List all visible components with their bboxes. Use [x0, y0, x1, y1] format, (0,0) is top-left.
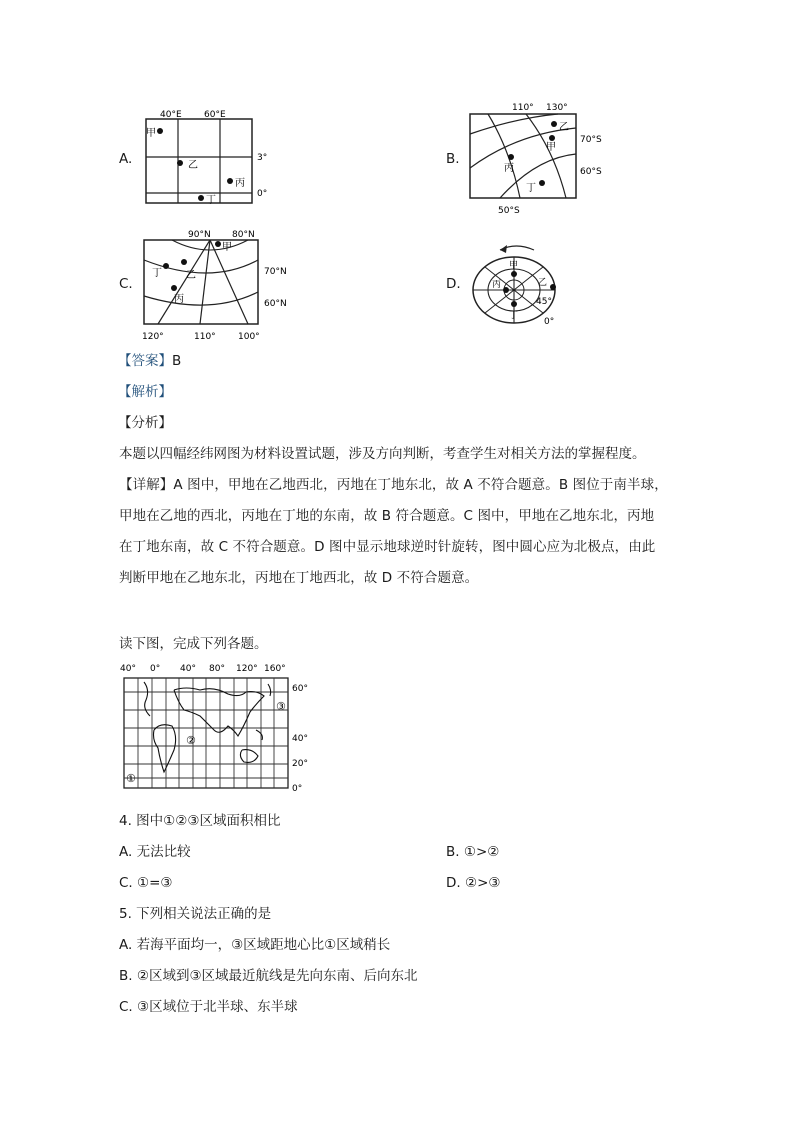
option-b-letter: B. — [446, 151, 460, 167]
map-top-label-6: 160° — [264, 664, 286, 674]
q5-option-a[interactable]: A. 若海平面均一，③区域距地心比①区域稍长 — [119, 937, 391, 953]
a-label-ding: 丁 — [206, 195, 216, 206]
c-right-label-2: 60°N — [264, 299, 287, 309]
q5-option-b[interactable]: B. ②区域到③区域最近航线是先向东南、后向东北 — [119, 968, 418, 984]
a-point-jia — [157, 128, 163, 134]
map-right-label-1: 60° — [292, 684, 308, 694]
b-label-jia: 甲 — [546, 142, 556, 153]
map-region-3: ③ — [276, 700, 286, 713]
c-top-label-1: 90°N — [188, 230, 211, 240]
map-right-label-4: 0° — [292, 784, 303, 794]
detail-line-2: 甲地在乙地的西北，丙地在丁地的东南，故 B 符合题意。C 图中，甲地在乙地东北，丙地 — [119, 508, 655, 524]
c-point-ding — [163, 263, 169, 269]
q4-option-c[interactable]: C. ①=③ — [119, 875, 173, 891]
c-label-ding: 丁 — [152, 268, 162, 279]
map-top-label-4: 80° — [209, 664, 225, 674]
a-label-bing: 丙 — [235, 178, 245, 189]
d-label-yi: 乙 — [538, 278, 548, 288]
option-a-figure — [138, 105, 278, 217]
intro-text: 读下图，完成下列各题。 — [119, 636, 268, 652]
c-bottom-label-2: 110° — [194, 332, 216, 342]
q4-stem: 4. 图中①②③区域面积相比 — [119, 813, 281, 829]
option-b-figure — [466, 100, 616, 220]
option-c-letter: C. — [119, 276, 133, 292]
map-top-label-2: 0° — [150, 664, 161, 674]
a-right-label-1: 3° — [257, 153, 268, 163]
option-d-figure — [464, 240, 584, 340]
option-c-figure — [138, 226, 298, 344]
c-bottom-label-1: 120° — [142, 332, 164, 342]
map-top-label-5: 120° — [236, 664, 258, 674]
a-point-ding — [198, 195, 204, 201]
map-right-label-3: 20° — [292, 759, 308, 769]
detail-block — [119, 470, 679, 594]
b-point-bing — [508, 154, 514, 160]
a-point-bing — [227, 178, 233, 184]
map-top-label-1: 40° — [120, 664, 136, 674]
a-label-jia: 甲 — [146, 128, 156, 139]
a-point-yi — [177, 160, 183, 166]
answer-label: 【答案】 — [118, 353, 172, 369]
c-label-jia: 甲 — [222, 242, 232, 253]
fenxi-header: 【分析】 — [118, 415, 172, 431]
a-top-label-2: 60°E — [204, 110, 226, 120]
b-bottom-label: 50°S — [498, 206, 520, 216]
answer-value: B — [172, 353, 182, 369]
a-label-yi: 乙 — [188, 160, 198, 171]
b-point-ding — [539, 180, 545, 186]
detail-line-1: A 图中，甲地在乙地西北，丙地在丁地东北，故 A 不符合题意。B 图位于南半球， — [173, 477, 668, 493]
d-point-ding — [511, 301, 517, 307]
d-label-0: 0° — [544, 317, 555, 327]
q4-option-a[interactable]: A. 无法比较 — [119, 844, 191, 860]
c-label-yi: 乙 — [186, 270, 196, 281]
answer-line — [118, 351, 181, 371]
c-point-yi — [181, 259, 187, 265]
map-region-2: ② — [186, 734, 196, 747]
map-region-1: ① — [126, 772, 136, 785]
detail-line-3: 在丁地东南，故 C 不符合题意。D 图中显示地球逆时针旋转，图中圆心应为北极点，由此 — [119, 539, 656, 555]
c-point-jia — [215, 241, 221, 247]
detail-label: 【详解】 — [119, 477, 174, 493]
analysis-header: 【解析】 — [118, 384, 172, 400]
a-right-label-2: 0° — [257, 189, 268, 199]
map-right-label-2: 40° — [292, 734, 308, 744]
d-label-ding: 丁 — [509, 311, 519, 321]
c-bottom-label-3: 100° — [238, 332, 260, 342]
d-point-yi — [550, 284, 556, 290]
b-point-yi — [551, 121, 557, 127]
c-label-bing: 丙 — [174, 294, 184, 305]
b-right-label-1: 70°S — [580, 135, 602, 145]
option-a-letter: A. — [119, 151, 133, 167]
world-map-figure — [116, 660, 316, 796]
q5-option-c[interactable]: C. ③区域位于北半球、东半球 — [119, 999, 298, 1015]
b-label-ding: 丁 — [526, 183, 536, 194]
q4-option-b[interactable]: B. ①>② — [446, 844, 500, 860]
c-right-label-1: 70°N — [264, 267, 287, 277]
d-point-jia — [511, 271, 517, 277]
b-top-label-2: 130° — [546, 103, 568, 113]
q5-stem: 5. 下列相关说法正确的是 — [119, 906, 272, 922]
fenxi-text: 本题以四幅经纬网图为材料设置试题，涉及方向判断，考查学生对相关方法的掌握程度。 — [119, 446, 646, 462]
d-point-bing — [503, 287, 509, 293]
detail-line-4: 判断甲地在乙地东北，丙地在丁地西北，故 D 不符合题意。 — [119, 570, 479, 586]
map-top-label-3: 40° — [180, 664, 196, 674]
b-top-label-1: 110° — [512, 103, 534, 113]
d-label-jia: 甲 — [509, 261, 519, 271]
b-point-jia — [549, 135, 555, 141]
a-top-label-1: 40°E — [160, 110, 182, 120]
d-label-45: 45° — [536, 297, 552, 307]
d-label-bing: 丙 — [492, 280, 502, 290]
c-top-label-2: 80°N — [232, 230, 255, 240]
c-point-bing — [171, 285, 177, 291]
b-right-label-2: 60°S — [580, 167, 602, 177]
continents — [144, 682, 271, 772]
option-d-letter: D. — [446, 276, 461, 292]
b-label-yi: 乙 — [559, 122, 569, 133]
b-label-bing: 丙 — [504, 163, 514, 174]
q4-option-d[interactable]: D. ②>③ — [446, 875, 501, 891]
